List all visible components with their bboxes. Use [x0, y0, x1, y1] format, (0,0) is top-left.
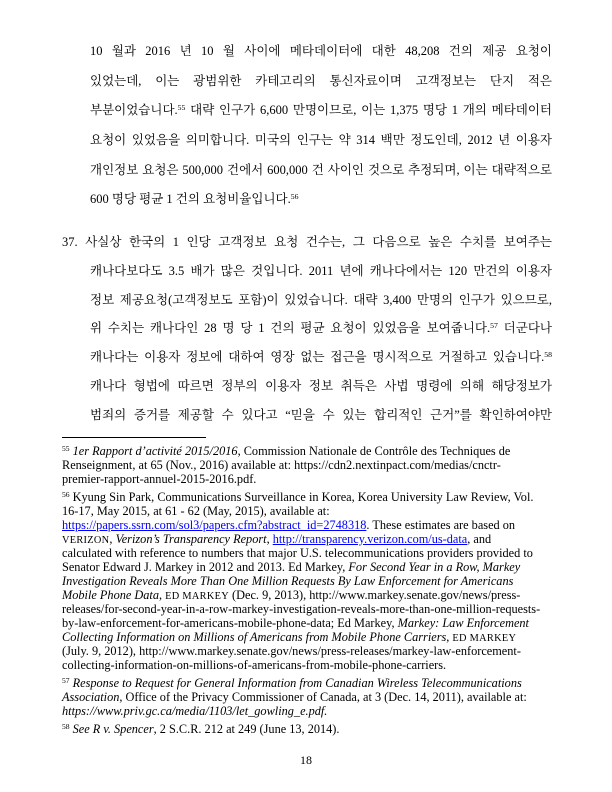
footnote-line — [62, 658, 554, 672]
footnote-line — [62, 676, 554, 690]
footnote-line — [62, 690, 554, 704]
text-line — [90, 401, 552, 430]
text-run: , 2 S.C.R. 212 at 249 (June 13, 2014). — [153, 722, 340, 736]
text-run: , — [266, 532, 273, 546]
text-run: 10 월과 2016 년 10 월 사이에 메타데이터에 대한 48,208 건의 제공 요청이 — [90, 44, 552, 58]
footnotes — [62, 444, 554, 736]
small-caps-text: ED MARKEY — [165, 591, 229, 602]
italic-text: 1er Rapport d’activité 2015/2016 — [72, 444, 238, 458]
italic-text: See R v. Spencer — [72, 722, 154, 736]
text-run: 있었는데, 이는 광범위한 카테고리의 통신자료이며 고객정보는 단지 적은 — [90, 73, 552, 88]
footnote-line — [62, 444, 554, 458]
italic-text: Mobile Phone Data — [62, 588, 159, 602]
text-run: , — [159, 588, 166, 602]
text-run: by-law-enforcement-for-americans-mobile-phone-data; Ed Markey, — [62, 616, 398, 630]
text-run: 위 수치는 캐나다인 28 명 당 1 건의 평균 요청이 있었음을 보여줍니다. — [90, 321, 491, 336]
footnote — [62, 722, 554, 736]
footnote-line — [62, 602, 554, 616]
footnote-reference: 55 — [177, 103, 186, 113]
footnote-line — [62, 630, 554, 644]
text-line — [90, 343, 552, 372]
footnote-line — [62, 704, 554, 718]
hyperlink[interactable]: http://transparency.verizon.com/us-data — [272, 532, 468, 546]
footnote-reference: 57 — [62, 676, 70, 686]
footnote-line — [62, 588, 554, 602]
italic-text: Collecting Information on Millions of Americans from Mobile Phone Carriers — [62, 630, 447, 644]
footnote-line — [62, 532, 554, 546]
text-line — [62, 228, 552, 257]
footnote-reference: 56 — [290, 192, 299, 202]
text-run: 사실상 한국의 1 인당 고객정보 요청 건수는, 그 다음으로 높은 수치를 보여주는 — [85, 235, 553, 249]
page-number: 18 — [300, 753, 312, 767]
text-run: 16-17, May 2015, at 61 - 62 (May, 2015), available at: — [62, 504, 330, 518]
italic-text: Response to Request for General Information from Canadian Wireless Telecommunications — [72, 676, 522, 690]
text-line — [90, 96, 552, 126]
body-paragraph — [90, 37, 552, 215]
small-caps-text: ED MARKEY — [452, 633, 517, 644]
text-run: 요청이 있었음을 의미합니다. 미국의 인구는 약 314 백만 정도인데, 2012 년 이용자 — [90, 133, 552, 148]
text-run: , — [109, 532, 116, 546]
small-caps-text: VERIZON — [62, 535, 110, 546]
text-line — [90, 156, 552, 186]
text-run: 더군다나 — [497, 321, 552, 336]
italic-text: For Second Year in a Row, Markey — [348, 560, 521, 574]
text-run: (Dec. 9, 2013), http://www.markey.senate.gov/news/press- — [228, 588, 521, 602]
text-run: , Commission Nationale de Contrôle des Techniques de — [237, 444, 511, 458]
footnote-line — [62, 490, 554, 504]
footnote-reference: 57 — [490, 321, 498, 331]
footnote-line — [62, 560, 554, 574]
text-run: releases/for-second-year-in-a-row-markey-investigation-reveals-more-than-one-million-requests- — [62, 602, 541, 616]
italic-text: Investigation Reveals More Than One Million Requests By Law Enforcement for Americans — [62, 574, 514, 588]
text-line — [90, 257, 552, 286]
text-line — [90, 286, 552, 315]
footnote-reference: 56 — [62, 490, 70, 500]
italic-text: Association — [62, 690, 120, 704]
text-run: calculated with reference to numbers that major U.S. telecommunications providers provided to — [62, 546, 533, 560]
text-run: , Office of the Privacy Commissioner of Canada, at 3 (Dec. 14, 2011), available at: — [119, 690, 527, 704]
footnote — [62, 676, 554, 718]
italic-text: Verizon’s Transparency Report — [115, 532, 267, 546]
footnote — [62, 490, 554, 672]
footnote-line — [62, 458, 554, 472]
text-run: , — [446, 630, 453, 644]
text-run: 캐나다보다도 3.5 배가 많은 것입니다. 2011 년에 캐나다에서는 120 만건의 이용자 — [90, 263, 552, 278]
text-line — [90, 372, 552, 401]
text-run: 대략 인구가 6,600 만명이므로, 이는 1,375 명당 1 개의 메타데이터 — [185, 103, 552, 118]
text-run: 600 명당 평균 1 건의 요청비율입니다. — [90, 192, 291, 207]
footnote-line — [62, 518, 554, 532]
text-run: premier-rapport-annuel-2015-2016.pdf. — [62, 472, 257, 486]
footnote-line — [62, 616, 554, 630]
italic-text: https://www.priv.gc.ca/media/1103/let_gowling_e.pdf. — [62, 704, 328, 718]
text-run: 캐나다는 이용자 정보에 대하여 영장 없는 접근을 명시적으로 거절하고 있습니다. — [90, 350, 545, 365]
footnote-separator — [62, 437, 206, 438]
text-run: Kyung Sin Park, Communications Surveillance in Korea, Korea University Law Review, Vol. — [72, 490, 534, 504]
text-line — [90, 185, 552, 215]
text-run: 부분이었습니다. — [90, 103, 178, 118]
numbered-paragraph — [62, 228, 552, 430]
text-line — [90, 126, 552, 156]
footnote-line — [62, 644, 554, 658]
italic-text: Markey: Law Enforcement — [397, 616, 529, 630]
footnote-reference: 58 — [544, 349, 552, 359]
text-run: 범죄의 증거를 제공할 수 있다고 “믿을 수 있는 합리적인 근거”를 확인하여야만 — [90, 407, 552, 422]
footnote-line — [62, 574, 554, 588]
text-run: . These estimates are based on — [366, 518, 516, 532]
footnote — [62, 444, 554, 486]
footnote-line — [62, 472, 554, 486]
text-line — [90, 37, 552, 67]
text-line — [90, 67, 552, 97]
text-run: 개인정보 요청은 500,000 건에서 600,000 건 사이인 것으로 추정되며, 이는 대략적으로 — [90, 162, 552, 177]
text-run: Renseignment, at 65 (Nov., 2016) available at: https://cdn2.nextinpact.com/medias/cnctr- — [62, 458, 501, 472]
hyperlink[interactable]: https://papers.ssrn.com/sol3/papers.cfm?abstract_id=2748318 — [62, 518, 367, 532]
footnote-line — [62, 546, 554, 560]
footnote-reference: 55 — [62, 444, 70, 454]
text-run: Senator Edward J. Markey in 2012 and 2013. Ed Markey, — [62, 560, 349, 574]
text-run: 정보 제공요청(고객정보도 포함)이 있었습니다. 대략 3,400 만명의 인구가 있으므로, — [90, 292, 552, 307]
footnote-line — [62, 722, 554, 736]
paragraph-number: 37. — [62, 235, 78, 249]
text-run: 캐나다 형법에 따르면 정부의 이용자 정보 취득은 사법 명령에 의해 해당정보가 — [90, 378, 552, 393]
text-run: , and — [467, 532, 492, 546]
footnote-line — [62, 504, 554, 518]
text-run: collecting-information-on-millions-of-americans-from-mobile-phone-carriers. — [62, 658, 447, 672]
text-run: (July. 9, 2012), http://www.markey.senate.gov/news/press-releases/markey-law-enforcement- — [62, 644, 521, 658]
footnote-reference: 58 — [62, 722, 70, 732]
text-line — [90, 314, 552, 343]
